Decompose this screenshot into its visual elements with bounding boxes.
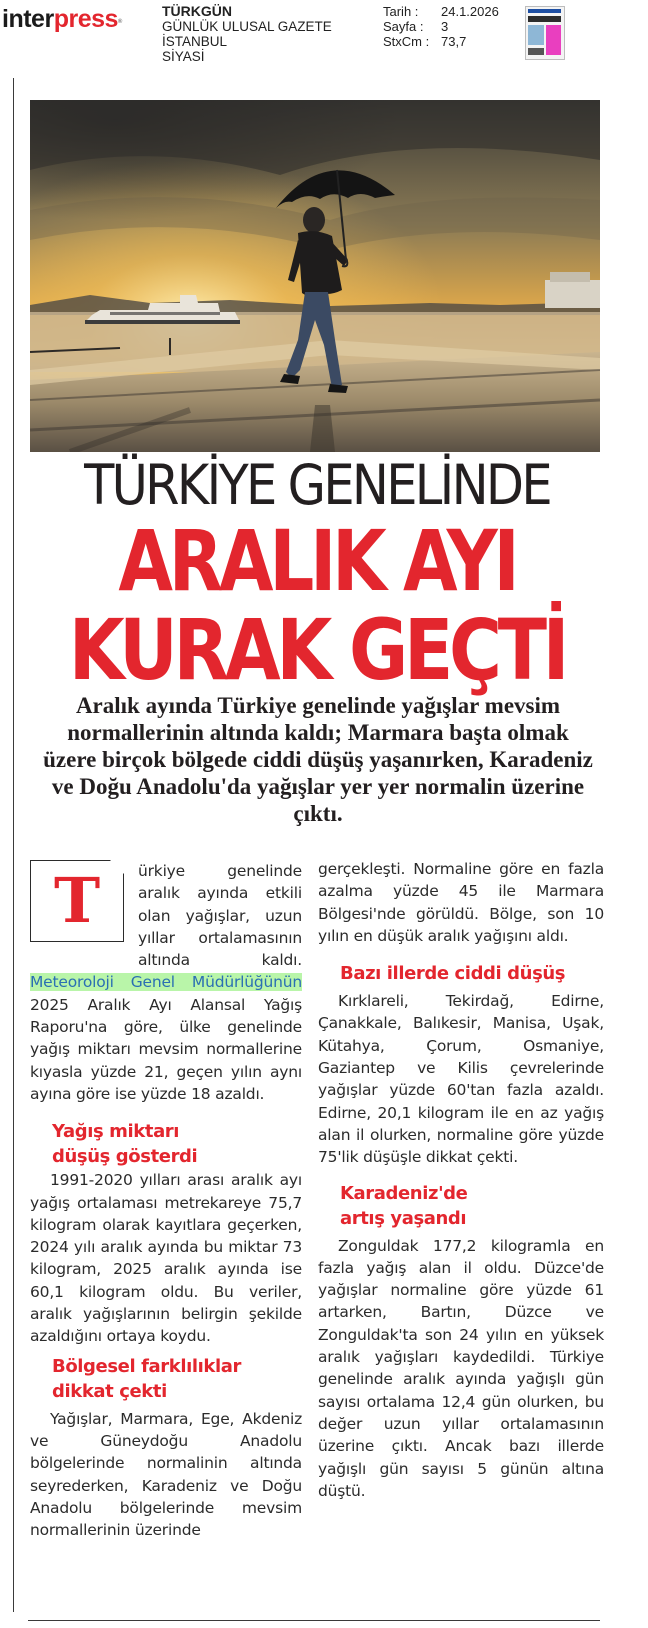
article-column-1: [30, 860, 302, 1541]
article-column-2: [318, 858, 604, 1502]
headline-line-3: KURAK GEÇTİ: [68, 601, 566, 699]
date-label: Tarih :: [383, 4, 419, 19]
page-label: Sayfa :: [383, 19, 424, 34]
headline-line-2: ARALIK AYI: [118, 512, 516, 610]
article-photo: [30, 100, 600, 452]
paragraph-4: Zonguldak 177,2 kilogramla en fazla yağış alan il oldu. Düzce'de yağışlar normaline göre yüzde 61 artarken, Bartın, Düzce ve Zonguldak'ta son 24 yılın en yüksek aralık yağışları kaydedildi. Türkiye genelinde aralık ayında yağışlı gün sayısı ortalama 12,4 gün olurken, bu değer uzun yıllar ortalamasının üzerine çıktı. Ancak bazı illerde yağışlı gün sayısı 5 günün altına düştü.: [318, 1236, 604, 1500]
subheading-4: Karadeniz'de artış yaşandı: [340, 1182, 468, 1229]
size-label: StxCm :: [383, 34, 430, 49]
paragraph-2b: gerçekleşti. Normaline göre en fazla azalma yüzde 45 ile Marmara Bölgesi'nde görüldü. Bölge, son 10 yılın en düşük aralık yağışını aldı.: [318, 860, 604, 945]
subheading-2: Bölgesel farklılıklar dikkat çekti: [52, 1355, 241, 1402]
paragraph-3: Kırklareli, Tekirdağ, Edirne, Çanakkale, Balıkesir, Manisa, Uşak, Kütahya, Çorum, Osmaniye, Gaziantep ve Kilis çevrelerinde yağışlar yüzde 60'tan fazla azaldı. Edirne, 20,1 kilogram ile en az yağış alan il olurken, normaline göre yüzde 75'lik düşüşle dikkat çekti.: [318, 992, 604, 1167]
paragraph-1: 1991-2020 yılları arası aralık ayı yağış ortalaması metrekareye 75,7 kilogram olarak kayıtlara geçerken, 2024 yılı aralık ayında bu miktar 73 kilogram, 2025 aralık ayında ise 60,1 kilogram oldu. Bu veriler, aralık yağışlarının belirgin şekilde azaldığını ortaya koydu.: [30, 1171, 302, 1346]
intro-paragraph: ürkiye genelinde aralık ayında etkili olan yağışlar, uzun yıllar ortalamasının altında kaldı. Meteoroloji Genel Müdürlüğünün 2025 Aralık Ayı Alansal Yağış Raporu'na göre, ülke genelinde yağış miktarı mevsim normallerine kıyasla yüzde 21, geçen yılın aynı ayına göre ise yüzde 18 azaldı.: [30, 862, 302, 1103]
article-spot: Aralık ayında Türkiye genelinde yağışlar mevsim normallerinin altında kaldı; Marmara başta olmak üzere birçok bölgede ciddi düşüş yaşanırken, Karadeniz ve Doğu Anadolu'da yağışlar yer yer normalin üzerine çıktı.: [43, 693, 593, 826]
publication-city: İSTANBUL: [162, 34, 228, 49]
publication-name: TÜRKGÜN: [162, 3, 232, 19]
highlighted-source[interactable]: Meteoroloji Genel Müdürlüğünün: [30, 973, 302, 992]
clipping-header: [0, 0, 648, 72]
column-rule: [13, 78, 14, 1612]
publication-type: GÜNLÜK ULUSAL GAZETE: [162, 19, 332, 34]
clipping-info: [383, 4, 499, 49]
dropcap-letter: T: [54, 864, 100, 937]
dropcap: [30, 860, 128, 948]
publication-category: SİYASİ: [162, 49, 205, 64]
headline-line-1: TÜRKİYE GENELİNDE: [84, 453, 550, 517]
bottom-rule: [28, 1620, 600, 1621]
page-value: 3: [441, 19, 449, 34]
publication-meta: [162, 4, 332, 64]
paragraph-2a: Yağışlar, Marmara, Ege, Akdeniz ve Güneydoğu Anadolu bölgelerinde normalinin altında seyrederken, Karadeniz ve Doğu Anadolu bölgelerinde mevsim normallerinin üzerinde: [30, 1409, 302, 1540]
size-value: 73,7: [441, 34, 467, 49]
subheading-3: Bazı illerde ciddi düşüş: [340, 963, 566, 985]
subheading-1: Yağış miktarı düşüş gösterdi: [52, 1121, 198, 1168]
interpress-logo: interpress®: [2, 5, 122, 33]
page-thumbnail[interactable]: [525, 6, 565, 60]
date-value: 24.1.2026: [441, 4, 499, 19]
